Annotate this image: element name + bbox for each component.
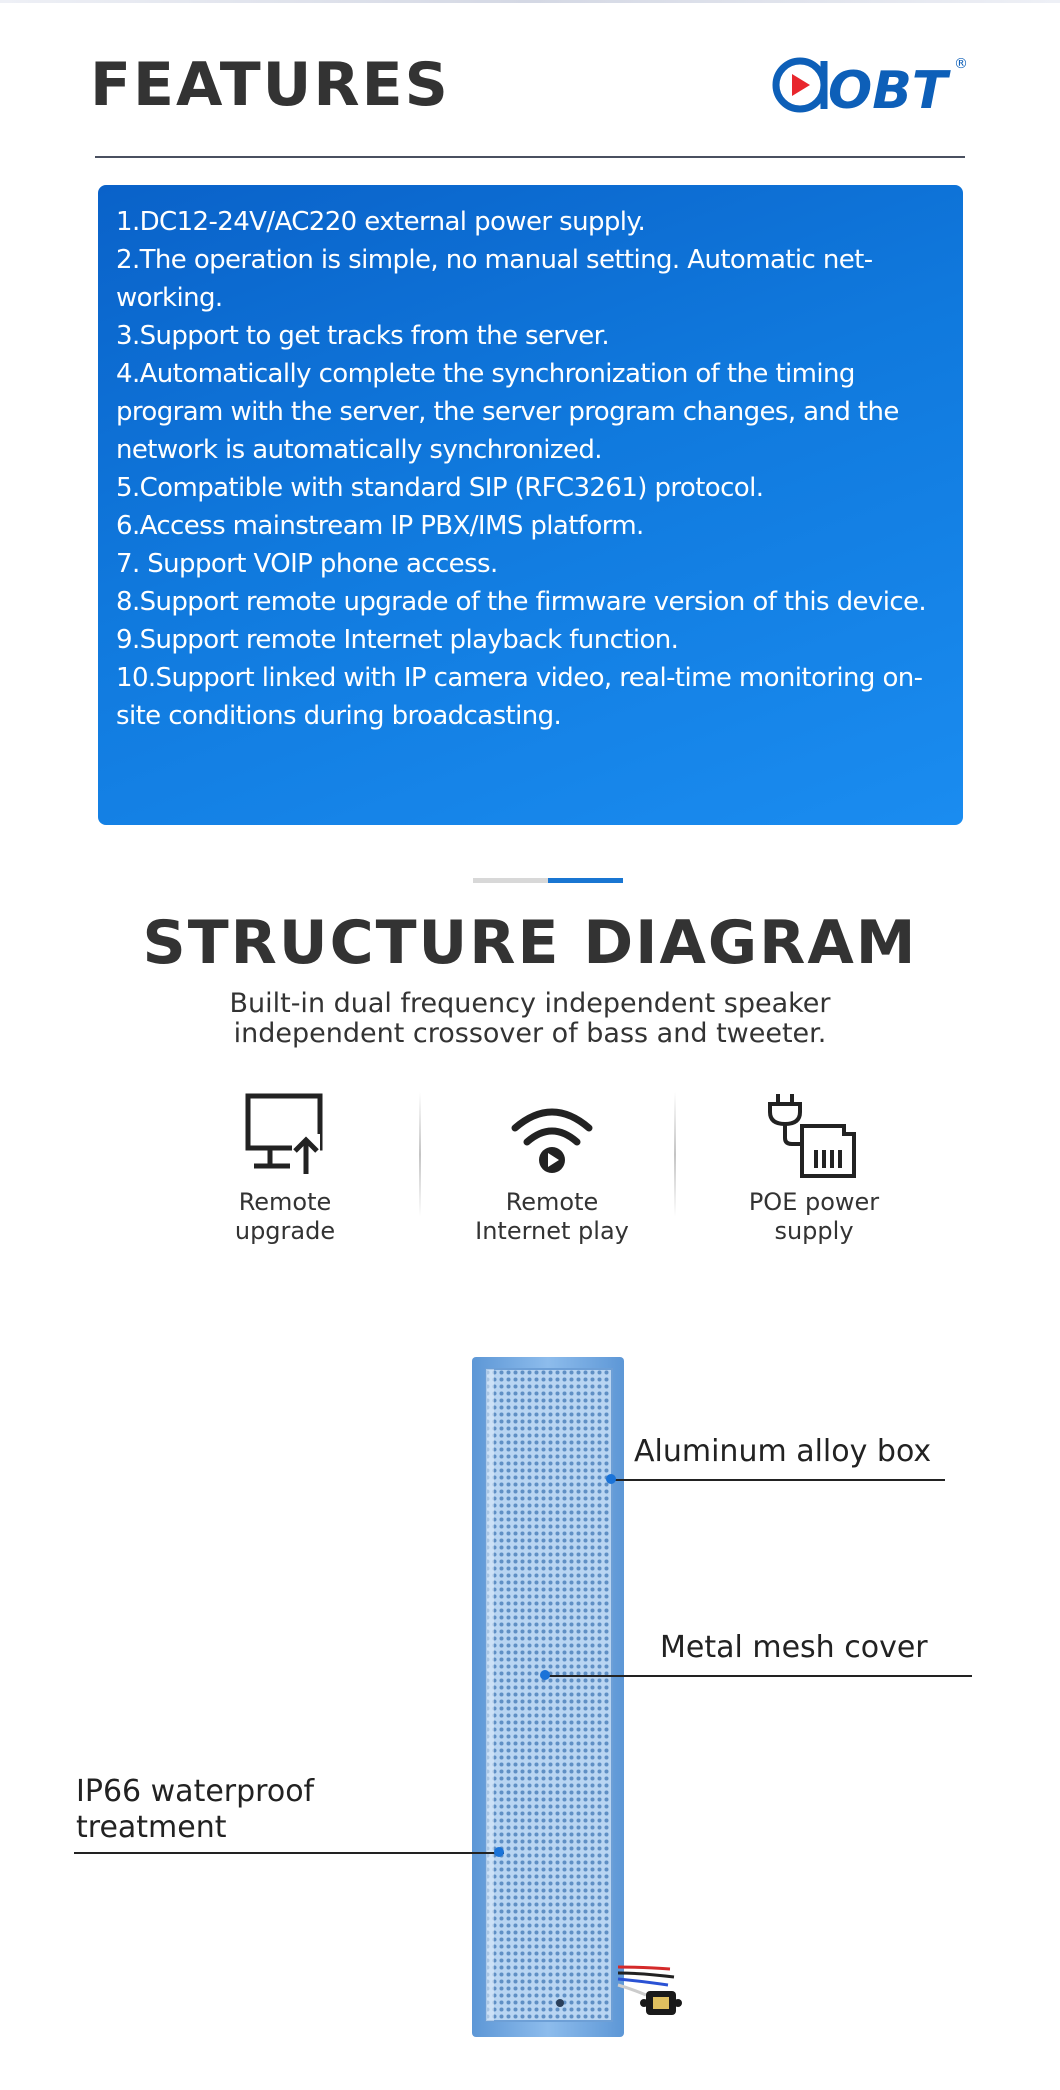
features-list [116, 203, 945, 735]
feature-item: 4.Automatically complete the synchronization of the timing program with the server, the server program changes, and the network is automatically synchronized. [116, 359, 899, 465]
feature-remote-internet-play [432, 1090, 672, 1246]
icon-label-line1: POE power [748, 1188, 880, 1216]
callout-line-mesh [546, 1675, 972, 1677]
section-divider-grey [473, 878, 548, 883]
structure-subtitle-line1: Built-in dual frequency independent speaker [229, 988, 831, 1019]
feature-item: 1.DC12-24V/AC220 external power supply. [116, 207, 646, 237]
callout-line-aluminum [612, 1479, 945, 1481]
plug-ethernet-icon [764, 1090, 864, 1180]
feature-item: 8.Support remote upgrade of the firmware version of this device. [116, 587, 927, 617]
feature-item: 6.Access mainstream IP PBX/IMS platform. [116, 511, 644, 541]
feature-item: 7. Support VOIP phone access. [116, 549, 498, 579]
icon-label-line1: Remote [238, 1188, 332, 1216]
registered-mark: ® [954, 56, 968, 72]
feature-item: 5.Compatible with standard SIP (RFC3261) protocol. [116, 473, 764, 503]
header-divider [95, 156, 965, 158]
feature-item: 9.Support remote Internet playback function. [116, 625, 679, 655]
icon-separator [674, 1092, 676, 1217]
callout-aluminum-box: Aluminum alloy box [634, 1434, 932, 1469]
structure-subtitle-line2: independent crossover of bass and tweeter. [233, 1018, 827, 1049]
feature-item: 10.Support linked with IP camera video, real-time monitoring on-site conditions during broadcasting. [116, 663, 923, 731]
icon-separator [419, 1092, 421, 1217]
feature-item: 3.Support to get tracks from the server. [116, 321, 610, 351]
icon-label-line2: upgrade [234, 1217, 336, 1245]
callout-waterproof-line2: treatment [76, 1810, 227, 1845]
logo-text: OBT [828, 61, 948, 120]
icon-label-line1: Remote [505, 1188, 599, 1216]
callout-dot-waterproof [494, 1847, 504, 1857]
callout-line-waterproof [74, 1852, 504, 1854]
features-title: FEATURES [90, 50, 450, 120]
callout-waterproof-line1: IP66 waterproof [76, 1774, 315, 1809]
icon-label-line2: Internet play [475, 1217, 629, 1245]
features-box [98, 185, 963, 825]
feature-remote-upgrade [165, 1090, 405, 1246]
obt-logo [772, 50, 972, 120]
wifi-play-icon [507, 1090, 597, 1180]
icon-label-line2: supply [774, 1217, 854, 1245]
feature-item: 2.The operation is simple, no manual setting. Automatic net-working. [116, 245, 873, 313]
callout-dot-aluminum [606, 1474, 616, 1484]
monitor-upload-icon [240, 1090, 330, 1180]
structure-title: STRUCTURE DIAGRAM [142, 908, 918, 978]
feature-poe-power-supply [694, 1090, 934, 1246]
callout-metal-mesh: Metal mesh cover [660, 1630, 928, 1665]
speaker-mesh [486, 1369, 612, 2021]
callout-dot-mesh [540, 1670, 550, 1680]
top-accent-line [0, 0, 1060, 3]
section-divider-blue [548, 878, 623, 883]
